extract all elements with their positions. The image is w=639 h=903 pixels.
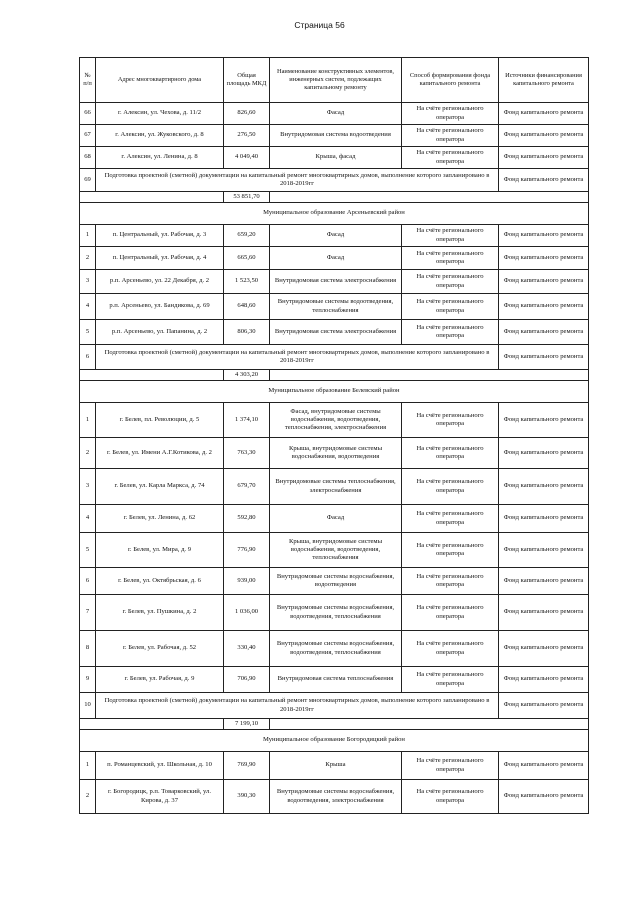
funding-source: Фонд капитального ремонта — [499, 693, 589, 719]
funding-method: На счёте регионального оператора — [402, 147, 499, 169]
table-row — [80, 147, 589, 169]
section-title-row — [80, 381, 589, 403]
house-address: г. Белев, ул. Имени А.Г.Котикова, д. 2 — [96, 438, 224, 469]
table-row — [80, 505, 589, 533]
house-area: 1 374,10 — [224, 403, 270, 438]
house-address: г. Белев, ул. Октябрьская, д. 6 — [96, 568, 224, 595]
repair-elements: Фасад — [270, 505, 402, 533]
table-row — [80, 533, 589, 568]
total-row — [80, 719, 589, 730]
repair-elements: Внутридомовые системы водоснабжения, водоотведения — [270, 568, 402, 595]
funding-source: Фонд капитального ремонта — [499, 225, 589, 247]
table-row — [80, 294, 589, 320]
funding-method: На счёте регионального оператора — [402, 752, 499, 780]
table-row — [80, 469, 589, 505]
house-area: 390,30 — [224, 780, 270, 814]
row-number: 68 — [80, 147, 96, 169]
funding-method: На счёте регионального оператора — [402, 631, 499, 667]
house-area: 659,20 — [224, 225, 270, 247]
design-documentation-row — [80, 693, 589, 719]
repair-elements: Крыша, внутридомовые системы водоснабжения, водоотведения, теплоснабжения — [270, 533, 402, 568]
house-area: 665,60 — [224, 247, 270, 270]
repair-elements: Фасад — [270, 247, 402, 270]
row-number: 69 — [80, 169, 96, 192]
table-row — [80, 595, 589, 631]
row-number: 9 — [80, 667, 96, 693]
house-address: г. Белев, ул. Карла Маркса, д. 74 — [96, 469, 224, 505]
funding-source: Фонд капитального ремонта — [499, 780, 589, 814]
section-title: Муниципальное образование Богородицкий район — [80, 730, 589, 752]
repair-elements: Внутридомовая система теплоснабжения — [270, 667, 402, 693]
house-area: 679,70 — [224, 469, 270, 505]
header-elements: Наименование конструктивных элементов, инженерных систем, подлежащих капитальному ремонту — [270, 58, 402, 103]
repair-elements: Внутридомовые системы водоснабжения, водоотведения, теплоснабжения — [270, 631, 402, 667]
funding-method: На счёте регионального оператора — [402, 247, 499, 270]
row-number: 4 — [80, 294, 96, 320]
section-title-row — [80, 203, 589, 225]
table-row — [80, 125, 589, 147]
repair-elements: Фасад, внутридомовые системы водоснабжения, водоотведения, теплоснабжения, электроснабжения — [270, 403, 402, 438]
house-area: 1 036,00 — [224, 595, 270, 631]
funding-source: Фонд капитального ремонта — [499, 169, 589, 192]
house-address: г. Белев, ул. Мира, д. 9 — [96, 533, 224, 568]
table-header-row — [80, 58, 589, 103]
row-number: 2 — [80, 438, 96, 469]
house-area: 4 049,40 — [224, 147, 270, 169]
total-area: 53 851,70 — [224, 192, 270, 203]
house-area: 806,30 — [224, 320, 270, 345]
house-area: 776,90 — [224, 533, 270, 568]
total-row — [80, 192, 589, 203]
row-number: 2 — [80, 780, 96, 814]
funding-method: На счёте регионального оператора — [402, 294, 499, 320]
table-row — [80, 103, 589, 125]
row-number: 7 — [80, 595, 96, 631]
table-row — [80, 568, 589, 595]
repair-elements: Крыша, внутридомовые системы водоснабжения, водоотведения — [270, 438, 402, 469]
funding-source: Фонд капитального ремонта — [499, 469, 589, 505]
house-address: г. Белев, ул. Ленина, д. 62 — [96, 505, 224, 533]
house-area: 939,00 — [224, 568, 270, 595]
house-area: 1 523,50 — [224, 270, 270, 294]
total-empty-cell — [80, 370, 224, 381]
funding-method: На счёте регионального оператора — [402, 595, 499, 631]
funding-source: Фонд капитального ремонта — [499, 752, 589, 780]
funding-source: Фонд капитального ремонта — [499, 247, 589, 270]
funding-source: Фонд капитального ремонта — [499, 320, 589, 345]
funding-source: Фонд капитального ремонта — [499, 505, 589, 533]
house-address: п. Центральный, ул. Рабочая, д. 3 — [96, 225, 224, 247]
header-area: Общая площадь МКД — [224, 58, 270, 103]
total-empty-cell — [270, 192, 589, 203]
funding-method: На счёте регионального оператора — [402, 667, 499, 693]
row-number: 6 — [80, 568, 96, 595]
house-address: р.п. Арсеньево, ул. Папанина, д. 2 — [96, 320, 224, 345]
table-row — [80, 270, 589, 294]
funding-source: Фонд капитального ремонта — [499, 403, 589, 438]
design-documentation-text: Подготовка проектной (сметной) документации на капитальный ремонт многоквартирных домов, выполнение которого запланировано в 2018-2019гг — [96, 693, 499, 719]
repair-elements: Фасад — [270, 225, 402, 247]
header-source: Источники финансирования капитального ремонта — [499, 58, 589, 103]
table-row — [80, 631, 589, 667]
row-number: 3 — [80, 469, 96, 505]
repair-elements: Внутридомовые системы теплоснабжения, электроснабжения — [270, 469, 402, 505]
funding-method: На счёте регионального оператора — [402, 469, 499, 505]
funding-source: Фонд капитального ремонта — [499, 294, 589, 320]
design-documentation-text: Подготовка проектной (сметной) документации на капитальный ремонт многоквартирных домов, выполнение которого запланировано в 2018-2019гг — [96, 345, 499, 370]
funding-source: Фонд капитального ремонта — [499, 270, 589, 294]
repair-elements: Фасад — [270, 103, 402, 125]
house-area: 276,50 — [224, 125, 270, 147]
house-area: 769,90 — [224, 752, 270, 780]
funding-source: Фонд капитального ремонта — [499, 595, 589, 631]
funding-method: На счёте регионального оператора — [402, 270, 499, 294]
table-row — [80, 247, 589, 270]
repair-elements: Крыша, фасад — [270, 147, 402, 169]
house-address: г. Алексин, ул. Жуковского, д. 8 — [96, 125, 224, 147]
section-title-row — [80, 730, 589, 752]
row-number: 1 — [80, 752, 96, 780]
total-row — [80, 370, 589, 381]
funding-source: Фонд капитального ремонта — [499, 631, 589, 667]
funding-source: Фонд капитального ремонта — [499, 568, 589, 595]
funding-method: На счёте регионального оператора — [402, 103, 499, 125]
total-empty-cell — [270, 370, 589, 381]
repair-elements: Крыша — [270, 752, 402, 780]
funding-source: Фонд капитального ремонта — [499, 533, 589, 568]
funding-method: На счёте регионального оператора — [402, 780, 499, 814]
house-area: 706,90 — [224, 667, 270, 693]
row-number: 67 — [80, 125, 96, 147]
table-row — [80, 225, 589, 247]
funding-method: На счёте регионального оператора — [402, 403, 499, 438]
row-number: 10 — [80, 693, 96, 719]
row-number: 66 — [80, 103, 96, 125]
house-area: 763,30 — [224, 438, 270, 469]
total-area: 7 199,10 — [224, 719, 270, 730]
funding-method: На счёте регионального оператора — [402, 533, 499, 568]
house-address: п. Романцевский, ул. Школьная, д. 10 — [96, 752, 224, 780]
header-method: Способ формирования фонда капитального ремонта — [402, 58, 499, 103]
funding-source: Фонд капитального ремонта — [499, 103, 589, 125]
house-area: 592,80 — [224, 505, 270, 533]
funding-method: На счёте регионального оператора — [402, 125, 499, 147]
table-row — [80, 320, 589, 345]
house-address: г. Алексин, ул. Чехова, д. 11/2 — [96, 103, 224, 125]
row-number: 8 — [80, 631, 96, 667]
design-documentation-row — [80, 345, 589, 370]
design-documentation-text: Подготовка проектной (сметной) документации на капитальный ремонт многоквартирных домов, выполнение которого запланировано в 2018-2019гг — [96, 169, 499, 192]
capital-repair-table — [79, 57, 589, 814]
funding-method: На счёте регионального оператора — [402, 320, 499, 345]
row-number: 1 — [80, 403, 96, 438]
house-address: г. Белев, ул. Рабочая, д. 52 — [96, 631, 224, 667]
repair-elements: Внутридомовые системы водоснабжения, водоотведения, электроснабжения — [270, 780, 402, 814]
row-number: 5 — [80, 320, 96, 345]
house-address: р.п. Арсеньево, ул. 22 Декабря, д. 2 — [96, 270, 224, 294]
repair-elements: Внутридомовые системы водоснабжения, водоотведения, теплоснабжения — [270, 595, 402, 631]
funding-method: На счёте регионального оператора — [402, 505, 499, 533]
table-row — [80, 667, 589, 693]
row-number: 4 — [80, 505, 96, 533]
repair-elements: Внутридомовая система электроснабжения — [270, 320, 402, 345]
row-number: 3 — [80, 270, 96, 294]
house-address: г. Белев, ул. Рабочая, д. 9 — [96, 667, 224, 693]
funding-source: Фонд капитального ремонта — [499, 345, 589, 370]
total-empty-cell — [270, 719, 589, 730]
page-label: Страница 56 — [294, 20, 345, 30]
funding-source: Фонд капитального ремонта — [499, 147, 589, 169]
house-address: п. Центральный, ул. Рабочая, д. 4 — [96, 247, 224, 270]
house-address: г. Белев, пл. Революции, д. 5 — [96, 403, 224, 438]
funding-source: Фонд капитального ремонта — [499, 125, 589, 147]
table-row — [80, 780, 589, 814]
row-number: 2 — [80, 247, 96, 270]
repair-elements: Внутридомовая система водоотведения — [270, 125, 402, 147]
table-row — [80, 438, 589, 469]
section-title: Муниципальное образование Белевский район — [80, 381, 589, 403]
header-address: Адрес многоквартирного дома — [96, 58, 224, 103]
funding-method: На счёте регионального оператора — [402, 568, 499, 595]
house-address: г. Алексин, ул. Ленина, д. 8 — [96, 147, 224, 169]
row-number: 1 — [80, 225, 96, 247]
row-number: 6 — [80, 345, 96, 370]
house-area: 330,40 — [224, 631, 270, 667]
funding-source: Фонд капитального ремонта — [499, 667, 589, 693]
total-area: 4 303,20 — [224, 370, 270, 381]
funding-method: На счёте регионального оператора — [402, 438, 499, 469]
section-title: Муниципальное образование Арсеньевский район — [80, 203, 589, 225]
house-address: р.п. Арсеньево, ул. Бандикова, д. 69 — [96, 294, 224, 320]
house-address: г. Белев, ул. Пушкина, д. 2 — [96, 595, 224, 631]
total-empty-cell — [80, 719, 224, 730]
house-area: 648,60 — [224, 294, 270, 320]
row-number: 5 — [80, 533, 96, 568]
funding-source: Фонд капитального ремонта — [499, 438, 589, 469]
total-empty-cell — [80, 192, 224, 203]
house-area: 826,60 — [224, 103, 270, 125]
header-num: № п/п — [80, 58, 96, 103]
repair-elements: Внутридомовая система электроснабжения — [270, 270, 402, 294]
repair-elements: Внутридомовые системы водоотведения, теплоснабжения — [270, 294, 402, 320]
funding-method: На счёте регионального оператора — [402, 225, 499, 247]
house-address: г. Богородицк, р.п. Товарковский, ул. Кирова, д. 37 — [96, 780, 224, 814]
table-body — [80, 103, 589, 814]
table-row — [80, 752, 589, 780]
table-row — [80, 403, 589, 438]
design-documentation-row — [80, 169, 589, 192]
